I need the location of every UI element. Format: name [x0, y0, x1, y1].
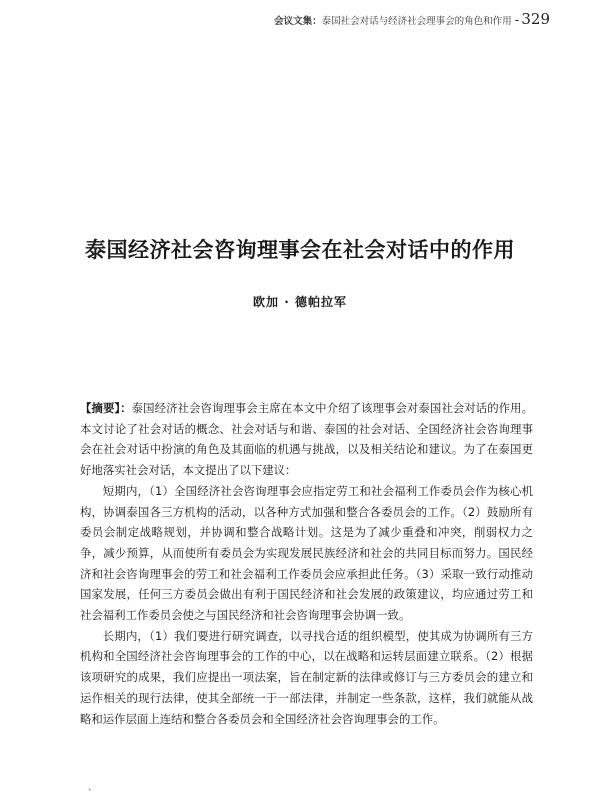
author-name: 欧加 · 德帕拉军: [253, 295, 347, 309]
article-body: [80, 398, 533, 729]
body-paragraph-short-term: 短期内，（1）全国经济社会咨询理事会应指定劳工和社会福利工作委员会作为核心机构，协调泰国各三方机构的活动，以各种方式加强和整合各委员会的工作。（2）鼓励所有委员会制定战略规划，并协调和整合战略计划。这是为了减少重叠和冲突，削弱权力之争，减少预算，从而使所有委员会为实现发展民族经济和社会的共同目标而努力。国民经济和社会咨询理事会的劳工和社会福利工作委员会应承担此任务。（3）采取一致行动推动国家发展，任何三方委员会做出有利于国民经济和社会发展的政策建议，均应通过劳工和社会福利工作委员会使之与国民经济和社会咨询理事会协调一致。: [80, 483, 533, 623]
header-running-title: 泰国社会对话与经济社会理事会的角色和作用: [321, 16, 512, 27]
header-section-label: 会议文集：: [274, 16, 322, 27]
running-header: [274, 10, 550, 28]
stray-mark: 、: [88, 783, 98, 793]
article-title: 泰国经济社会咨询理事会在社会对话中的作用: [85, 238, 515, 262]
body-paragraph-long-term: 长期内，（1）我们要进行研究调查，以寻找合适的组织模型，使其成为协调所有三方机构和全国经济社会咨询理事会的工作的中心，以在战略和运转层面建立联系。（2）根据该项研究的成果，我们应提出一项法案，旨在制定新的法律或修订与三方委员会的建立和运作相关的现行法律，使其全部统一于一部法律，并制定一些条款，这样，我们就能从战略和运作层面上连结和整合各委员会和全国经济社会咨询理事会的工作。: [80, 628, 533, 726]
page-number: 329: [521, 10, 550, 28]
abstract-text: 泰国经济社会咨询理事会主席在本文中介绍了该理事会对泰国社会对话的作用。本文讨论了社会对话的概念、社会对话与和谐、泰国的社会对话、全国经济社会咨询理事会在社会对话中扮演的角色及其面临的机遇与挑战，以及相关结论和建议。为了在泰国更好地落实社会对话，本文提出了以下建议：: [80, 401, 533, 478]
abstract-paragraph: [80, 398, 533, 481]
abstract-label: 【摘要】：: [80, 401, 132, 415]
header-separator: -: [514, 13, 520, 28]
